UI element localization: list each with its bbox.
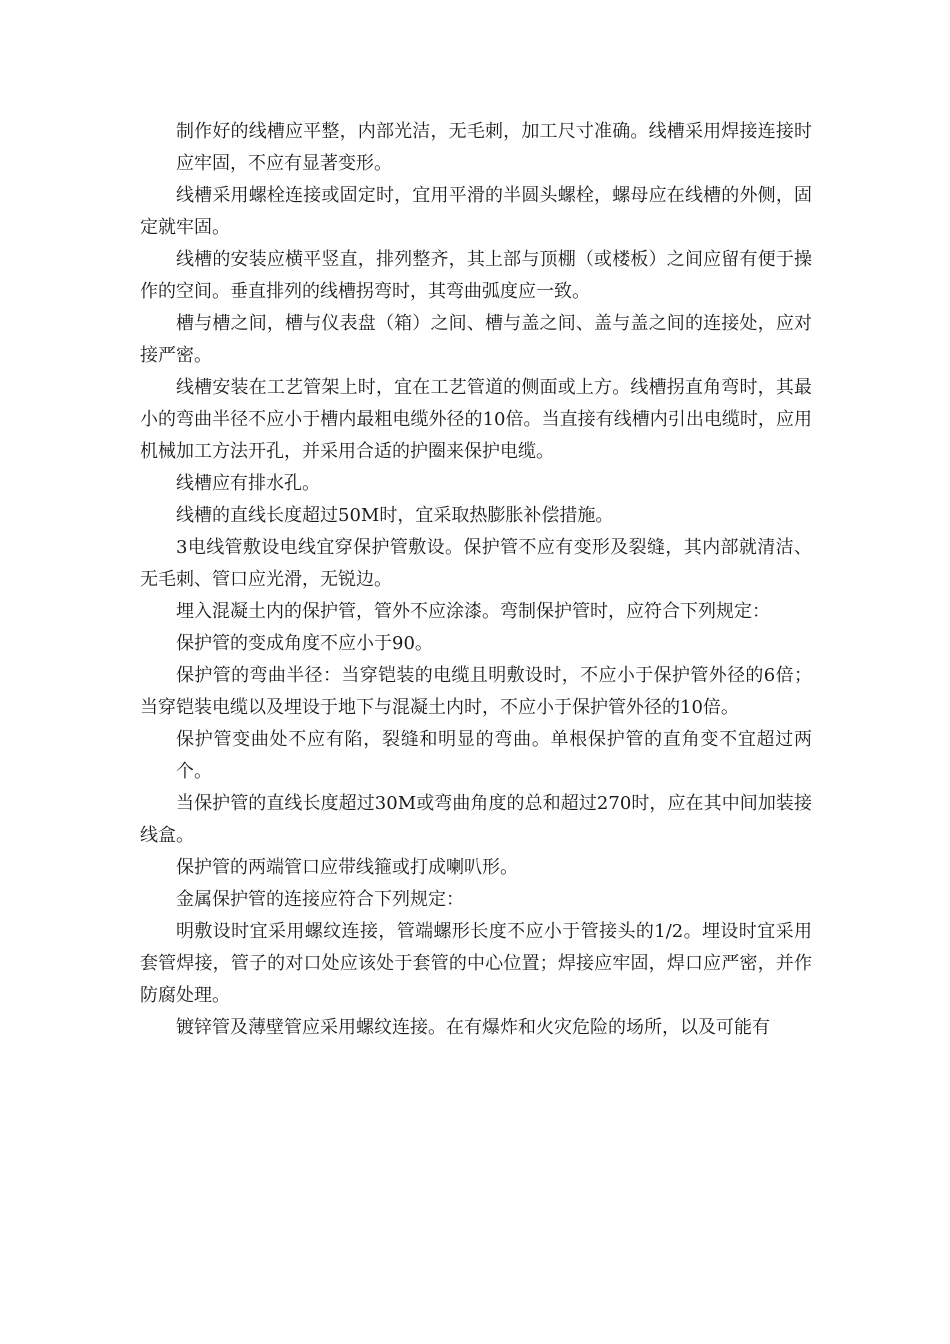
paragraph: 镀锌管及薄壁管应采用螺纹连接。在有爆炸和火灾危险的场所，以及可能有 [176, 1017, 770, 1038]
paragraph: 线槽采用螺栓连接或固定时，宜用平滑的半圆头螺栓，螺母应在线槽的外侧，固定就牢固。 [140, 185, 812, 238]
paragraph: 金属保护管的连接应符合下列规定： [176, 889, 464, 910]
paragraph: 线槽的直线长度超过50M时，宜采取热膨胀补偿措施。 [176, 505, 614, 526]
paragraph: 保护管变曲处不应有陷，裂缝和明显的弯曲。单根保护管的直角变不宜超过两个。 [176, 729, 812, 782]
paragraph: 明敷设时宜采用螺纹连接，管端螺形长度不应小于管接头的1/2。埋设时宜采用套管焊接，管子的对口处应该处于套管的中心位置；焊接应牢固，焊口应严密，并作防腐处理。 [140, 921, 812, 1006]
paragraph: 线槽安装在工艺管架上时，宜在工艺管道的侧面或上方。线槽拐直角弯时，其最小的弯曲半径不应小于槽内最粗电缆外径的10倍。当直接有线槽内引出电缆时，应用机械加工方法开孔，并采用合适的护圈来保护电缆。 [140, 377, 812, 462]
paragraph: 保护管的两端管口应带线箍或打成喇叭形。 [176, 857, 518, 878]
paragraph: 保护管的弯曲半径：当穿铠装的电缆且明敷设时，不应小于保护管外径的6倍；当穿铠装电缆以及埋设于地下与混凝土内时，不应小于保护管外径的10倍。 [140, 665, 812, 718]
document-body [140, 116, 812, 1044]
paragraph: 3电线管敷设电线宜穿保护管敷设。保护管不应有变形及裂缝，其内部就清洁、无毛刺、管口应光滑，无锐边。 [140, 537, 812, 590]
paragraph: 槽与槽之间，槽与仪表盘（箱）之间、槽与盖之间、盖与盖之间的连接处，应对接严密。 [140, 313, 812, 366]
paragraph: 当保护管的直线长度超过30M或弯曲角度的总和超过270时，应在其中间加装接线盒。 [140, 793, 812, 846]
paragraph: 线槽应有排水孔。 [176, 473, 320, 494]
paragraph: 埋入混凝土内的保护管，管外不应涂漆。弯制保护管时，应符合下列规定： [176, 601, 770, 622]
paragraph: 制作好的线槽应平整，内部光洁，无毛刺，加工尺寸准确。线槽采用焊接连接时应牢固，不应有显著变形。 [176, 121, 812, 174]
paragraph: 保护管的变成角度不应小于90。 [176, 633, 433, 654]
paragraph: 线槽的安装应横平竖直，排列整齐，其上部与顶棚（或楼板）之间应留有便于操作的空间。垂直排列的线槽拐弯时，其弯曲弧度应一致。 [140, 249, 812, 302]
